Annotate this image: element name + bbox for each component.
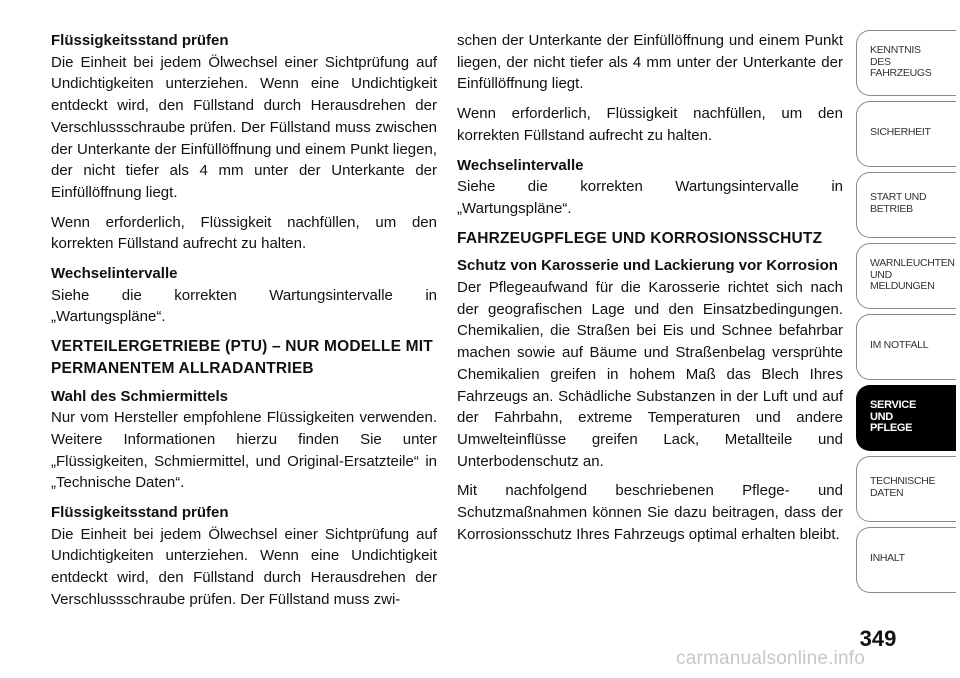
tab-label-line: IM NOTFALL — [870, 339, 929, 351]
tab-label-line: UND — [870, 410, 893, 423]
left-column — [51, 30, 437, 619]
paragraph-refill-2: Wenn erforderlich, Flüssigkeit nachfüllen, um den korrekten Füllstand aufrecht zu halten. — [457, 105, 843, 144]
tab-label-line: INHALT — [870, 552, 905, 564]
paragraph-refill: Wenn erforderlich, Flüssigkeit nachfüllen, um den korrekten Füllstand aufrecht zu halten. — [51, 213, 437, 253]
tab-label-line: MELDUNGEN — [870, 280, 935, 292]
tab-label-line: UND — [870, 268, 892, 281]
tab-service-und-pflege[interactable] — [856, 385, 956, 451]
tab-warnleuchten-und-meldungen[interactable] — [856, 243, 956, 309]
tab-technische-daten[interactable] — [856, 456, 956, 522]
tab-label-line: FAHRZEUGS — [870, 67, 932, 79]
heading-intervals: Wechselintervalle — [51, 265, 178, 283]
tab-label-line: WARNLEUCHTEN — [870, 257, 955, 269]
tab-label-line: DES — [870, 55, 891, 68]
tab-label-line: KENNTNIS — [870, 44, 921, 56]
tab-label-line: BETRIEB — [870, 202, 913, 215]
page-number: 349 — [859, 626, 897, 651]
tab-kenntnis-des-fahrzeugs[interactable] — [856, 30, 956, 96]
paragraph-protection-measures: Mit nachfolgend beschriebenen Pflege- und Schutzmaßnahmen können Sie dazu beitragen, dass der Korrosionsschutz Ihres Fahrzeugs optimal erhalten bleibt. — [457, 482, 843, 543]
paragraph-intervals-2: Siehe die korrekten Wartungsintervalle in „Wartungspläne“. — [457, 178, 843, 217]
tab-label-line: DATEN — [870, 486, 904, 499]
paragraph-fluid-check: Die Einheit bei jedem Ölwechsel einer Sichtprüfung auf Undichtigkeiten unterziehen. Wenn eine Undichtigkeit entdeckt wird, den Füllstand durch Herausdrehen der Verschlussschraube prüfen. Der Füllstand muss zwischen der Unterkante der Einfüllöffnung und einem Punkt liegen, der nicht tiefer als 4 mm unter der Unterkante der Einfüllöffnung liegt. — [51, 53, 437, 201]
paragraph-body-protection: Der Pflegeaufwand für die Karosserie richtet sich nach der geografischen Lage und den Einsatzbedingungen. Chemikalien, die Straßen bei Eis und Schnee befahrbar machen sowie auf Bäume und Straßenbelag versprühte Chemikalien greifen in hohem Maß das Blech Ihres Fahrzeugs an. Schädliche Substanzen in der Luft und auf der Fahrbahn, extreme Temperaturen und andere Umwelteinflüsse greifen Lack, Metallteile und Unterbodenschutz an. — [457, 279, 843, 470]
paragraph-fluid-check-2-continued: schen der Unterkante der Einfüllöffnung und einem Punkt liegen, der nicht tiefer als 4 mm unter der Unterkante der Einfüllöffnung liegt. — [457, 32, 843, 93]
heading-intervals-2: Wechselintervalle — [457, 156, 584, 174]
right-column — [457, 30, 843, 553]
watermark: carmanualsonline.info — [676, 648, 866, 669]
tab-label-line: SERVICE — [870, 399, 916, 411]
heading-vehicle-care: FAHRZEUGPFLEGE UND KORROSIONSSCHUTZ — [457, 229, 823, 247]
tab-inhalt[interactable] — [856, 527, 956, 593]
tab-im-notfall[interactable] — [856, 314, 956, 380]
paragraph-fluid-check-2: Die Einheit bei jedem Ölwechsel einer Sichtprüfung auf Undichtigkeiten unterziehen. Wenn eine Undichtigkeit entdeckt wird, den Füllstand durch Herausdrehen der Verschlussschraube prüfen. Der Füllstand muss zwi- — [51, 525, 437, 608]
tab-sicherheit[interactable] — [856, 101, 956, 167]
tab-label-line: START UND — [870, 191, 927, 203]
heading-fluid-check: Flüssigkeitsstand prüfen — [51, 32, 229, 49]
tab-label-line: TECHNISCHE — [870, 475, 936, 487]
heading-ptu: VERTEILERGETRIEBE (PTU) – NUR MODELLE MIT PERMANENTEM ALLRADANTRIEB — [51, 338, 433, 377]
paragraph-intervals: Siehe die korrekten Wartungsintervalle in „Wartungspläne“. — [51, 286, 437, 326]
chapter-tabs — [856, 30, 956, 598]
heading-lubricant: Wahl des Schmiermittels — [51, 387, 228, 405]
heading-body-protection: Schutz von Karosserie und Lackierung vor Korrosion — [457, 257, 838, 275]
tab-start-und-betrieb[interactable] — [856, 172, 956, 238]
heading-fluid-check-2: Flüssigkeitsstand prüfen — [51, 504, 229, 522]
tab-label-line: SICHERHEIT — [870, 126, 931, 138]
paragraph-lubricant: Nur vom Hersteller empfohlene Flüssigkeiten verwenden. Weitere Informationen hierzu finden Sie unter „Flüssigkeiten, Schmiermittel, und Original-Ersatzteile“ in „Technische Daten“. — [51, 409, 437, 492]
tab-label-line: PFLEGE — [870, 422, 913, 434]
